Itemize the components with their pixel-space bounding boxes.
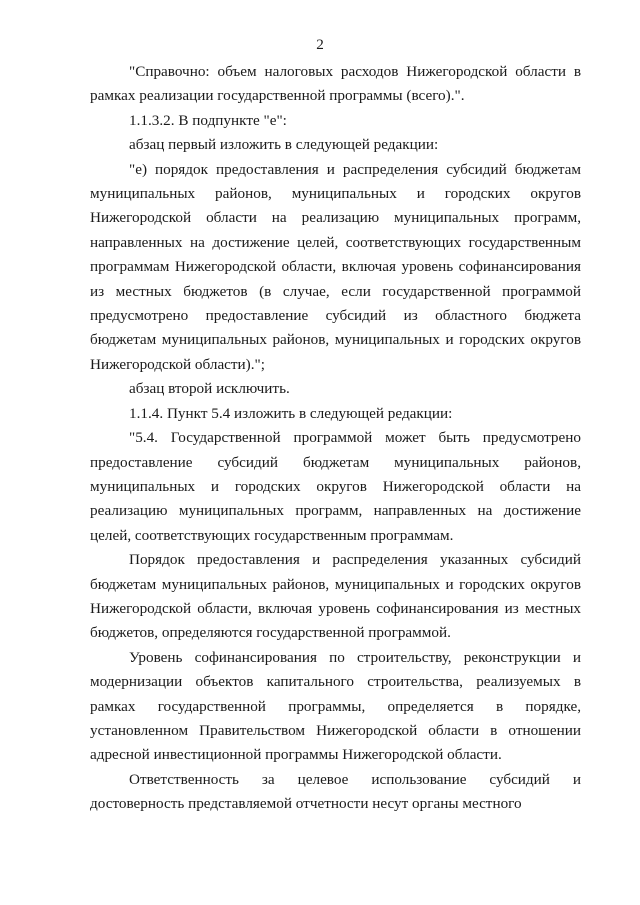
page-number: 2 (316, 36, 324, 53)
paragraph-second-abzac-exclude: абзац второй исключить. (129, 380, 290, 398)
paragraph-subitem-1-1-3-2: 1.1.3.2. В подпункте "е": (129, 111, 287, 129)
paragraph-tax-expenditure-note: "Справочно: объем налоговых расходов Нижегородской области в рамках реализации государственной программы (всего).". (90, 63, 581, 105)
paragraph-subitem-e-text: "е) порядок предоставления и распределения субсидий бюджетам муниципальных районов, муниципальных и городских округов Нижегородской области на реализацию муниципальных программ, направленных на достижение целей, соответствующих государственным программам Нижегородской области, включая уровень софинансирования из местных бюджетов (в случае, если государственной программой предусмотрено предоставление субсидий из областного бюджета бюджетам муниципальных районов, муниципальных и городских округов Нижегородской области)."; (90, 160, 581, 373)
document-body (90, 60, 581, 817)
paragraph-cofinancing-level: Уровень софинансирования по строительству, реконструкции и модернизации объектов капитального строительства, реализуемых в рамках государственной программы, определяется в порядке, установленном Правительством Нижегородской области в отношении адресной инвестиционной программы Нижегородской области. (90, 648, 581, 764)
paragraph-point-5-4: "5.4. Государственной программой может быть предусмотрено предоставление субсидий бюджетам муниципальных районов, муниципальных и городских округов Нижегородской области на реализацию муниципальных программ, направленных на достижение целей, соответствующих государственным программам. (90, 429, 581, 544)
paragraph-item-1-1-4: 1.1.4. Пункт 5.4 изложить в следующей редакции: (129, 404, 453, 422)
paragraph-first-abzac-instruction: абзац первый изложить в следующей редакции: (129, 136, 439, 154)
paragraph-distribution-procedure: Порядок предоставления и распределения указанных субсидий бюджетам муниципальных районов, муниципальных и городских округов Нижегородской области, включая уровень софинансирования из местных бюджетов, определяются государственной программой. (90, 551, 581, 642)
paragraph-responsibility: Ответственность за целевое использование субсидий и достоверность представляемой отчетности несут органы местного (90, 770, 581, 813)
